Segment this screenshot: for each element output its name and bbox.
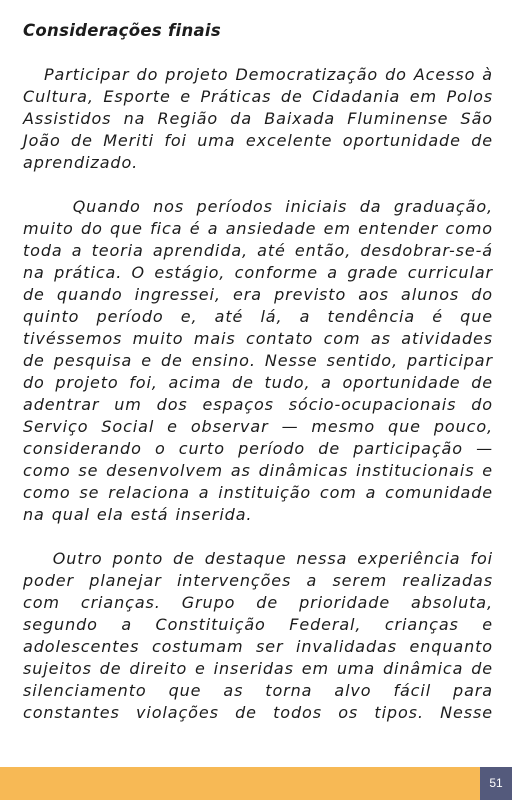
paragraph-1-text: Participar do projeto Democratização do Acesso à Cultura, Esporte e Práticas de Cidadania em Polos Assistidos na Região da Baixada Fluminense São João de Meriti foi uma excelente oportunidade de aprendizado. — [23, 65, 493, 172]
body-text — [23, 64, 493, 746]
paragraph-1 — [23, 64, 493, 174]
paragraph-2 — [23, 196, 493, 526]
page-number: 51 — [480, 767, 512, 800]
footer-bar — [0, 767, 480, 800]
paragraph-3-text: Outro ponto de destaque nessa experiência foi poder planejar intervenções a serem realizadas com crianças. Grupo de prioridade absoluta, segundo a Constituição Federal, crianças e adolescentes costumam ser invalidadas enquanto sujeitos de direito e inseridas em uma dinâmica de silenciamento que as torna alvo fácil para constantes violações de todos os tipos. Nesse — [23, 549, 493, 722]
section-heading: Considerações finais — [23, 21, 222, 40]
paragraph-3 — [23, 548, 493, 724]
paragraph-2-text: Quando nos períodos iniciais da graduação, muito do que fica é a ansiedade em entender como toda a teoria aprendida, até então, desdobrar-se-á na prática. O estágio, conforme a grade curricular de quando ingressei, era previsto aos alunos do quinto período e, até lá, a tendência é que tivéssemos muito mais contato com as atividades de pesquisa e de ensino. Nesse sentido, participar do projeto foi, acima de tudo, a oportunidade de adentrar um dos espaços sócio-ocupacionais do Serviço Social e observar — mesmo que pouco, considerando o curto período de participação — como se desenvolvem as dinâmicas institucionais e como se relaciona a instituição com a comunidade na qual ela está inserida. — [23, 197, 494, 524]
